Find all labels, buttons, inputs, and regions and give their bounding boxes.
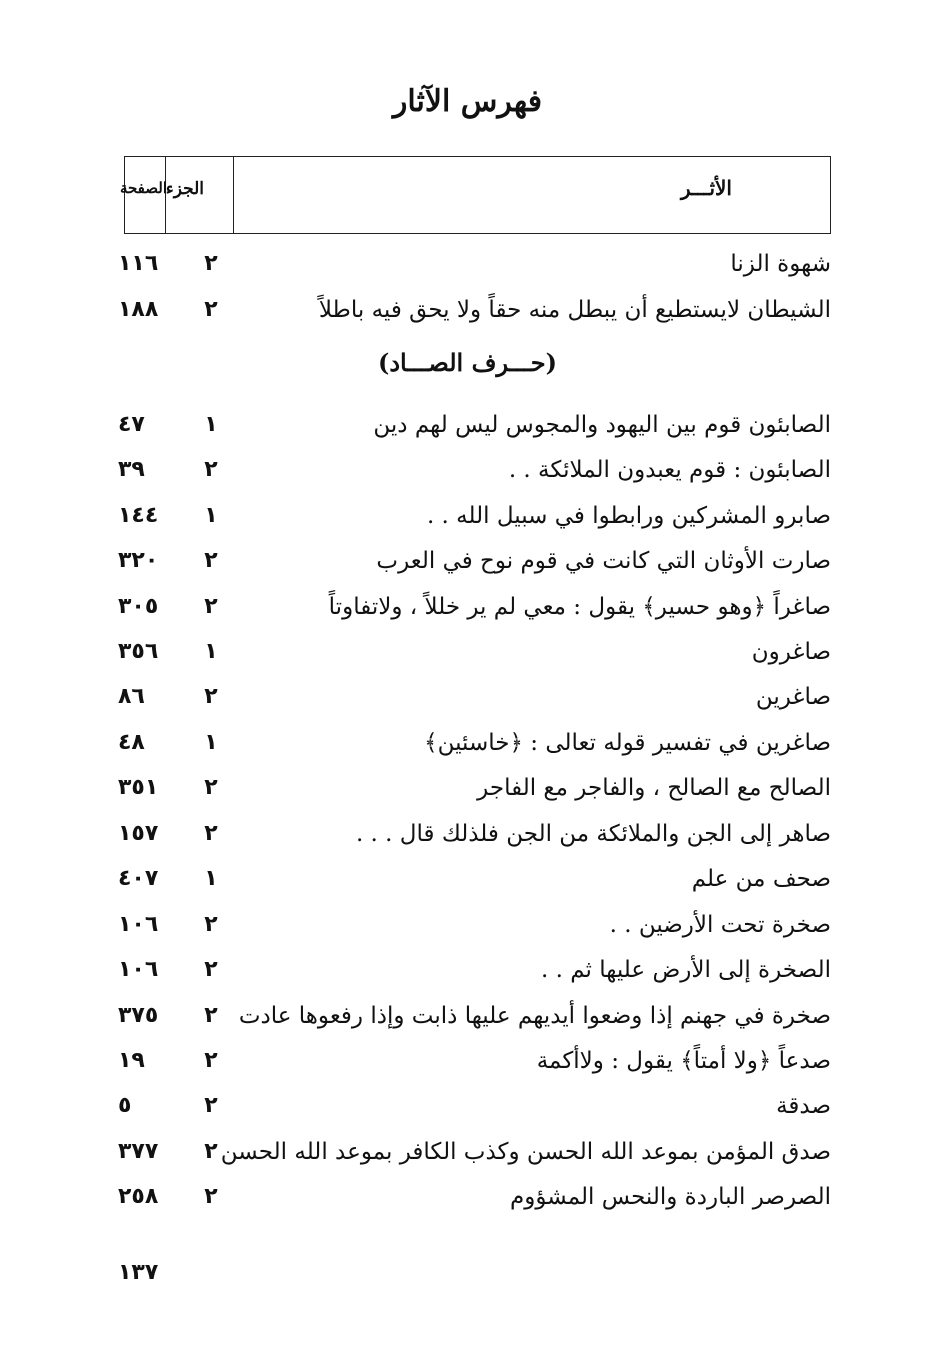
entry-page: ٣٩ — [118, 457, 145, 482]
list-item — [0, 947, 935, 993]
entry-page: ٢٥٨ — [118, 1184, 159, 1209]
entry-text: الصالح مع الصالح ، والفاجر مع الفاجر — [477, 775, 831, 801]
header-athar: الأثـــر — [233, 157, 830, 233]
entry-juz: ٢ — [204, 684, 218, 709]
entry-page: ٣٢٠ — [118, 548, 159, 573]
entry-juz: ٢ — [204, 251, 218, 276]
entry-juz: ٢ — [204, 457, 218, 482]
entry-juz: ٢ — [204, 548, 218, 573]
list-item — [0, 720, 935, 766]
entry-text: صارت الأوثان التي كانت في قوم نوح في العرب — [376, 548, 831, 574]
entry-juz: ٢ — [204, 1184, 218, 1209]
entry-juz: ٢ — [204, 1048, 218, 1073]
list-item — [0, 902, 935, 948]
entry-page: ٣٥١ — [118, 775, 159, 800]
entry-page: ٣٠٥ — [118, 594, 159, 619]
entry-text: صخرة في جهنم إذا وضعوا أيديهم عليها ذابت وإذا رفعوها عادت — [238, 1003, 831, 1029]
page-title: فهرس الآثار — [392, 84, 543, 119]
entry-juz: ١ — [204, 730, 218, 755]
header-page-label: الصفحة — [119, 179, 167, 197]
section-heading: (حـــرف الصـــاد) — [377, 348, 557, 377]
list-item — [0, 538, 935, 584]
entry-page: ٣٧٥ — [118, 1003, 159, 1028]
list-item — [0, 856, 935, 902]
entry-juz: ٢ — [204, 1093, 218, 1118]
entry-text: صاغرون — [751, 639, 831, 665]
entry-page: ١١٦ — [118, 251, 159, 276]
entry-page: ٨٦ — [118, 684, 145, 709]
entry-juz: ٢ — [204, 1003, 218, 1028]
list-item — [0, 584, 935, 630]
header-page — [119, 157, 167, 233]
entry-juz: ١ — [204, 412, 218, 437]
list-item — [0, 765, 935, 811]
entry-text: صحف من علم — [691, 866, 831, 892]
list-item — [0, 447, 935, 493]
entry-text: صدعاً ﴿ولا أمتاً﴾ يقول : ولاأكمة — [536, 1048, 831, 1074]
entry-page: ٤٠٧ — [118, 866, 159, 891]
entry-page: ١٨٨ — [118, 297, 159, 322]
entry-juz: ٢ — [204, 957, 218, 982]
entry-juz: ٢ — [204, 297, 218, 322]
entry-text: شهوة الزنا — [730, 251, 831, 277]
entry-juz: ١ — [204, 866, 218, 891]
entry-page: ١٠٦ — [118, 912, 159, 937]
entry-text: صاغرين في تفسير قوله تعالى : ﴿خاسئين﴾ — [424, 730, 831, 756]
table-header — [119, 156, 831, 234]
entry-text: صابرو المشركين ورابطوا في سبيل الله . . — [426, 503, 831, 529]
entry-text: صخرة تحت الأرضين . . — [609, 912, 831, 938]
entry-juz: ٢ — [204, 1139, 218, 1164]
page-number: ١٣٧ — [118, 1260, 159, 1285]
entry-juz: ٢ — [204, 912, 218, 937]
entry-text: الصابئون : قوم يعبدون الملائكة . . — [508, 457, 831, 483]
entry-page: ٤٧ — [118, 412, 145, 437]
entry-page: ١٥٧ — [118, 821, 159, 846]
list-item — [0, 674, 935, 720]
entry-page: ٥ — [118, 1093, 132, 1118]
entry-text: الصخرة إلى الأرض عليها ثم . . — [540, 957, 831, 983]
list-item — [0, 493, 935, 539]
header-juz — [165, 157, 235, 233]
list-item — [0, 1083, 935, 1129]
header-juz-label: الجزء — [165, 179, 204, 199]
entry-juz: ٢ — [204, 594, 218, 619]
entry-juz: ٢ — [204, 821, 218, 846]
entry-juz: ١ — [204, 639, 218, 664]
list-item — [0, 287, 935, 333]
entry-text: الصرصر الباردة والنحس المشؤوم — [510, 1184, 831, 1210]
entry-text: صدقة — [776, 1093, 831, 1119]
entry-text: صدق المؤمن بموعد الله الحسن وكذب الكافر بموعد الله الحسن — [220, 1139, 831, 1165]
list-item — [0, 1174, 935, 1220]
list-item — [0, 402, 935, 448]
entry-text: صاهر إلى الجن والملائكة من الجن فلذلك قال . . . — [355, 821, 831, 847]
entry-page: ٤٨ — [118, 730, 145, 755]
entry-text: صاغرين — [755, 684, 831, 710]
entry-juz: ١ — [204, 503, 218, 528]
entry-text: الشيطان لايستطيع أن يبطل منه حقاً ولا يحق فيه باطلاً — [318, 297, 831, 323]
entry-page: ٣٧٧ — [118, 1139, 159, 1164]
list-item — [0, 241, 935, 287]
list-item — [0, 1038, 935, 1084]
entry-juz: ٢ — [204, 775, 218, 800]
list-item — [0, 811, 935, 857]
list-item — [0, 629, 935, 675]
list-item — [0, 1129, 935, 1175]
entry-page: ٣٥٦ — [118, 639, 159, 664]
entry-page: ١٠٦ — [118, 957, 159, 982]
list-item — [0, 993, 935, 1039]
entry-page: ١٤٤ — [118, 503, 159, 528]
entry-text: صاغراً ﴿وهو حسير﴾ يقول : معي لم ير خللاً ، ولاتفاوتاً — [328, 594, 831, 620]
entry-text: الصابئون قوم بين اليهود والمجوس ليس لهم دين — [373, 412, 831, 438]
entry-page: ١٩ — [118, 1048, 145, 1073]
